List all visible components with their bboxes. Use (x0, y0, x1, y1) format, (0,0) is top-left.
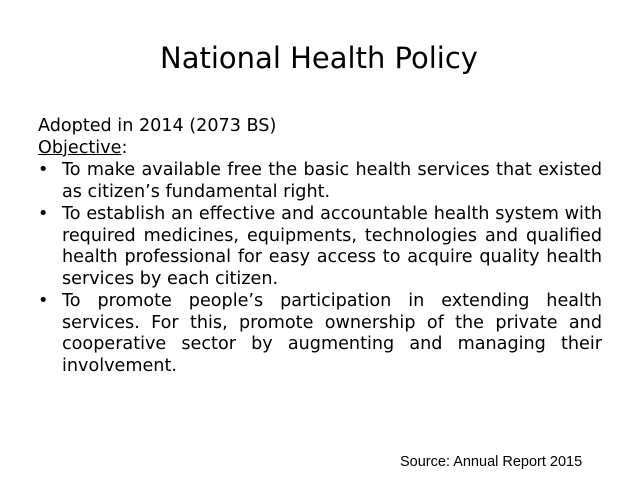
source-caption: Source: Annual Report 2015 (400, 454, 583, 470)
objective-heading (38, 138, 602, 160)
objective-list (38, 160, 602, 377)
bullet-icon: • (38, 291, 49, 311)
bullet-icon: • (38, 204, 49, 224)
list-item (38, 160, 602, 203)
bullet-text: To make available free the basic health services that existed as citizen’s fundamental right. (62, 160, 602, 202)
bullet-text: To promote people’s participation in extending health services. For this, promote ownership of the private and cooperative sector by augmenting and managing their involvement. (62, 291, 602, 376)
adopted-text: Adopted in 2014 (2073 BS) (38, 116, 277, 136)
slide-title: National Health Policy (160, 41, 478, 75)
objective-colon: : (121, 137, 128, 158)
slide-body (38, 116, 602, 377)
bullet-icon: • (38, 160, 49, 180)
objective-label: Objective (38, 137, 122, 158)
bullet-text: To establish an effective and accountable health system with required medicines, equipments, technologies and qualified health professional for easy access to acquire quality health services by each citizen. (62, 204, 602, 289)
list-item (38, 204, 602, 290)
list-item (38, 291, 602, 377)
